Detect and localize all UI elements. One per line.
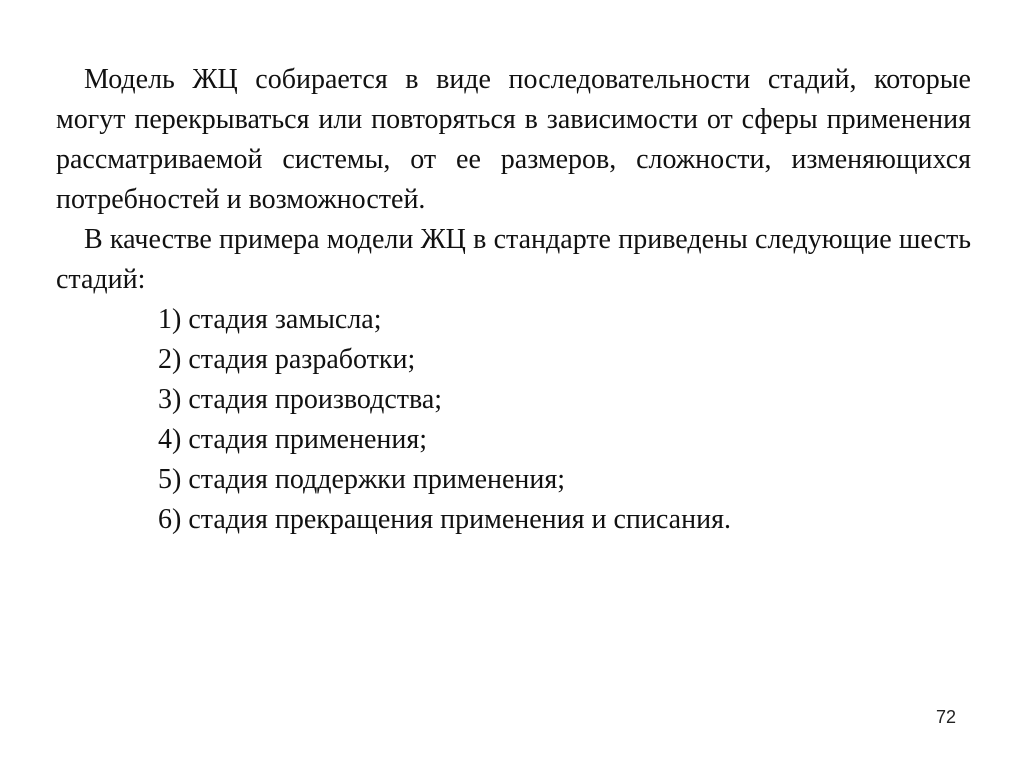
stage-list (56, 300, 971, 540)
stage-item-utilization: 4) стадия применения; (158, 424, 428, 455)
page-number: 72 (936, 707, 957, 727)
stage-item-production: 3) стадия производства; (158, 384, 443, 415)
stage-item-retirement: 6) стадия прекращения применения и списания. (158, 504, 731, 535)
slide-content (56, 60, 971, 540)
paragraph-example-stages: В качестве примера модели ЖЦ в стандарте приведены следующие шесть стадий: (56, 224, 971, 295)
stage-item-support: 5) стадия поддержки применения; (158, 464, 566, 495)
paragraph-lifecycle-model: Модель ЖЦ собирается в виде последовательности стадий, которые могут перекрываться или повторяться в зависимости от сферы применения рассматриваемой системы, от ее размеров, сложности, изменяющихся потребностей и возможностей. (56, 64, 971, 215)
stage-item-development: 2) стадия разработки; (158, 344, 416, 375)
stage-item-concept: 1) стадия замысла; (158, 304, 382, 335)
